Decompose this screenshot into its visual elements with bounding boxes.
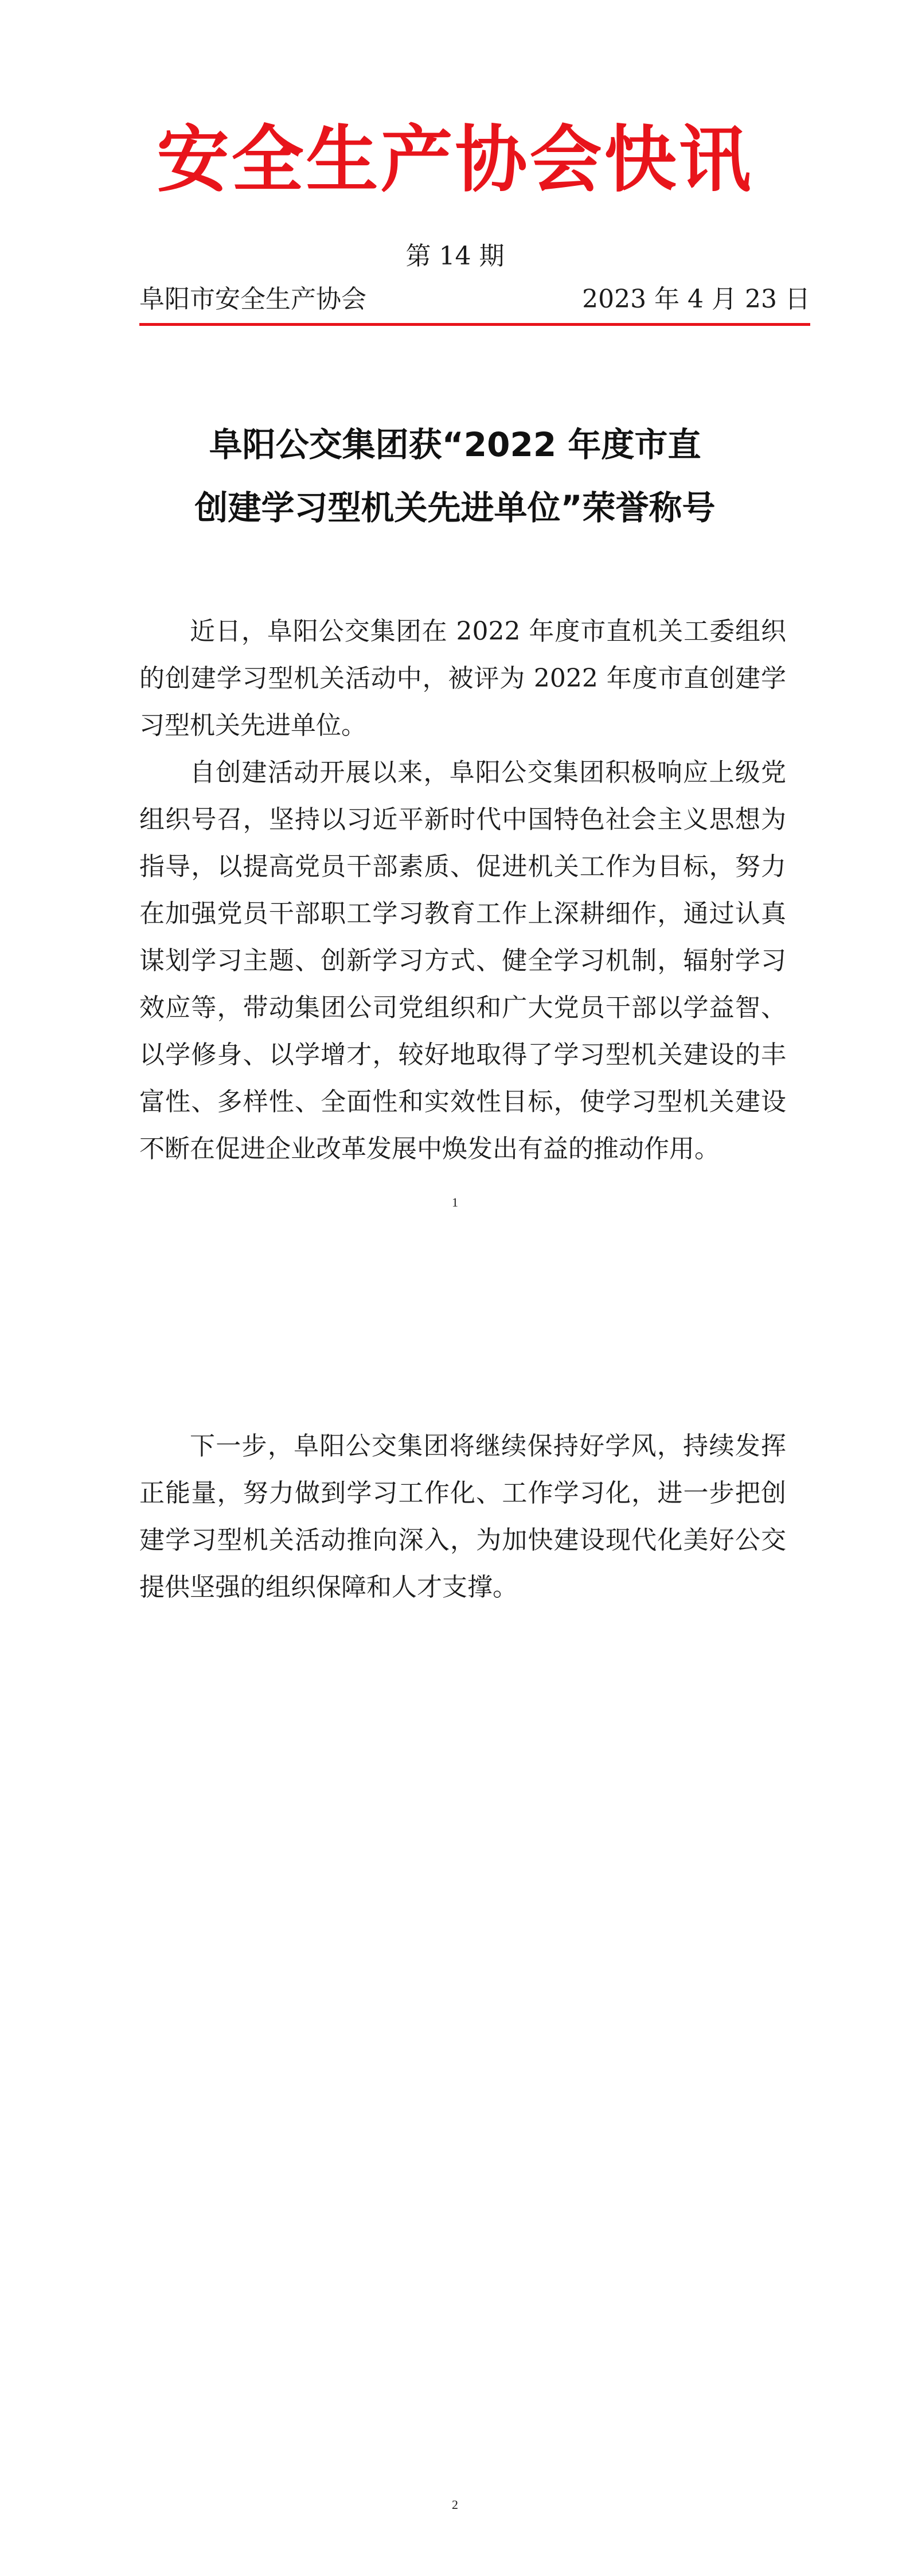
- article-body-page-2: [139, 1423, 786, 1611]
- paragraph: 自创建活动开展以来，阜阳公交集团积极响应上级党组织号召，坚持以习近平新时代中国特色社会主义思想为指导，以提高党员干部素质、促进机关工作为目标，努力在加强党员干部职工学习教育工作上深耕细作，通过认真谋划学习主题、创新学习方式、健全学习机制，辐射学习效应等，带动集团公司党组织和广大党员干部以学益智、以学修身、以学增才，较好地取得了学习型机关建设的丰富性、多样性、全面性和实效性目标，使学习型机关建设不断在促进企业改革发展中焕发出有益的推动作用。: [139, 758, 786, 1164]
- red-divider: [139, 323, 810, 326]
- issue-number: 第 14 期: [405, 242, 505, 271]
- publisher-name: 阜阳市安全生产协会: [139, 285, 366, 314]
- masthead-title: 安全生产协会快讯: [157, 117, 753, 202]
- page-2: [0, 1256, 910, 2576]
- page-number: 1: [452, 1195, 458, 1209]
- publish-date: 2023 年 4 月 23 日: [582, 285, 810, 314]
- paragraph: 下一步，阜阳公交集团将继续保持好学风，持续发挥正能量，努力做到学习工作化、工作学习化，进一步把创建学习型机关活动推向深入，为加快建设现代化美好公交提供坚强的组织保障和人才支撑。: [139, 1431, 786, 1602]
- article-headline: [0, 413, 910, 539]
- headline-line-1: 阜阳公交集团获“2022 年度市直: [209, 425, 701, 464]
- page-number: 2: [452, 2497, 458, 2512]
- page-1: [0, 0, 910, 1256]
- article-body-page-1: [139, 608, 786, 1173]
- paragraph: 近日，阜阳公交集团在 2022 年度市直机关工委组织的创建学习型机关活动中，被评为 2022 年度市直创建学习型机关先进单位。: [139, 617, 786, 740]
- meta-row: [139, 287, 810, 316]
- headline-line-2: 创建学习型机关先进单位”荣誉称号: [194, 488, 716, 527]
